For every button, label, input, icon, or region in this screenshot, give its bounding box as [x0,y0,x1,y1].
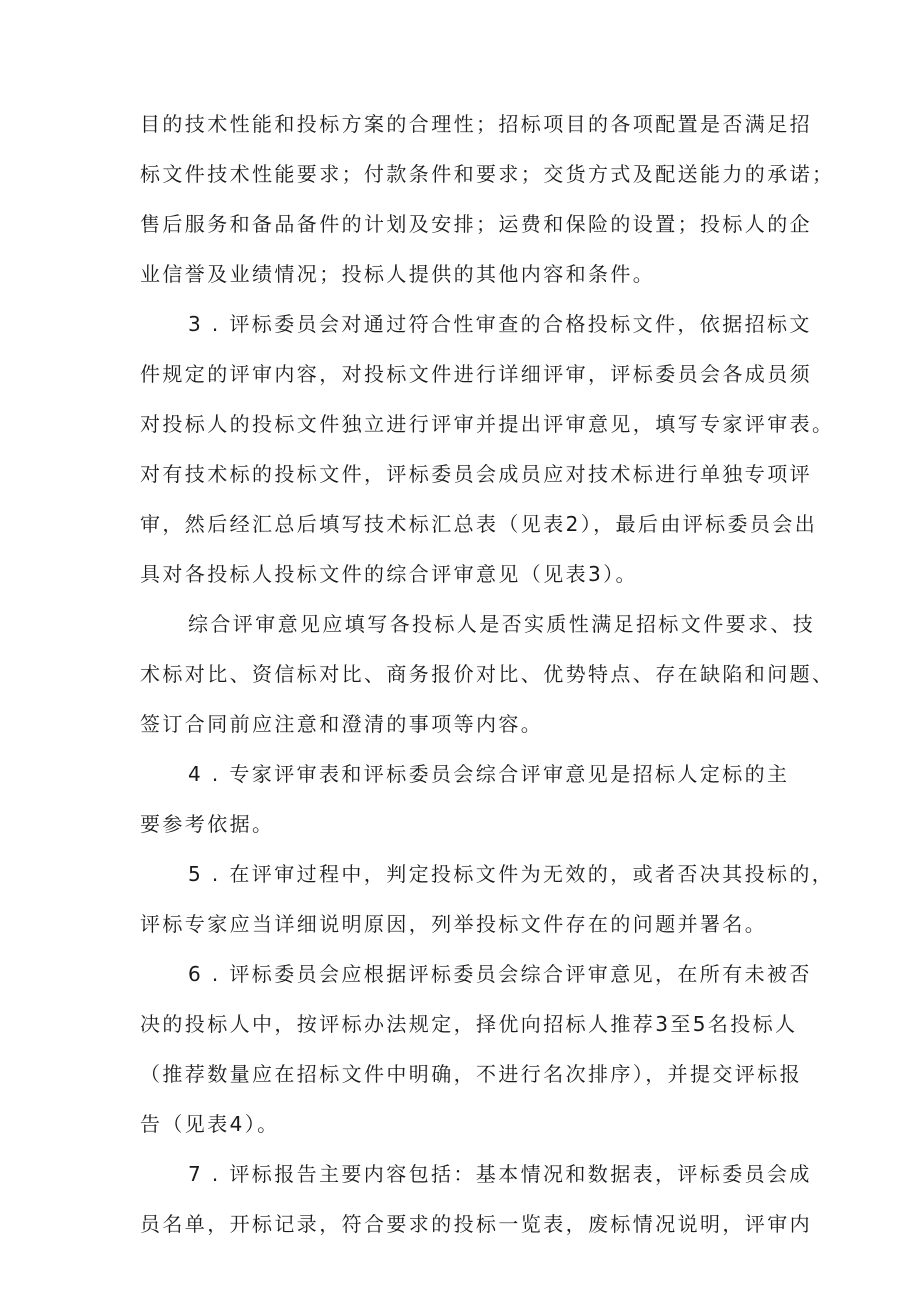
text-line: 件规定的评审内容，对投标文件进行详细评审，评标委员会各成员须 [140,362,812,386]
text-line: 标文件技术性能要求；付款条件和要求；交货方式及配送能力的承诺； [140,162,835,186]
text-line: 员名单，开标记录，符合要求的投标一览表，废标情况说明，评审内 [140,1212,812,1236]
text-line: 3 . 评标委员会对通过符合性审查的合格投标文件，依据招标文 [188,312,812,336]
text-line: 对有技术标的投标文件，评标委员会成员应对技术标进行单独专项评 [140,462,812,486]
text-line: 售后服务和备品备件的计划及安排；运费和保险的设置；投标人的企 [140,212,812,236]
text-line: 决的投标人中，按评标办法规定，择优向招标人推荐3至5名投标人 [140,1012,798,1036]
text-line: 审，然后经汇总后填写技术标汇总表（见表2），最后由评标委员会出 [140,512,818,536]
text-line: 5 . 在评审过程中，判定投标文件为无效的，或者否决其投标的， [188,862,835,886]
text-line: 具对各投标人投标文件的综合评审意见（见表3）。 [140,562,638,586]
text-line: 7 . 评标报告主要内容包括：基本情况和数据表，评标委员会成 [188,1162,812,1186]
text-line: 6 . 评标委员会应根据评标委员会综合评审意见，在所有未被否 [188,962,812,986]
text-line: （推荐数量应在招标文件中明确，不进行名次排序），并提交评标报 [140,1062,802,1086]
text-line: 要参考依据。 [140,812,275,836]
text-line: 综合评审意见应填写各投标人是否实质性满足招标文件要求、技 [188,612,816,636]
text-line: 业信誉及业绩情况；投标人提供的其他内容和条件。 [140,262,656,286]
text-line: 对投标人的投标文件独立进行评审并提出评审意见，填写专家评审表。 [140,412,835,436]
text-line: 术标对比、资信标对比、商务报价对比、优势特点、存在缺陷和问题、 [140,662,835,686]
text-line: 签订合同前应注意和澄清的事项等内容。 [140,712,544,736]
text-line: 告（见表4）。 [140,1112,280,1136]
text-line: 评标专家应当详细说明原因，列举投标文件存在的问题并署名。 [140,912,768,936]
text-line: 目的技术性能和投标方案的合理性；招标项目的各项配置是否满足招 [140,112,812,136]
text-line: 4 . 专家评审表和评标委员会综合评审意见是招标人定标的主 [188,762,790,786]
